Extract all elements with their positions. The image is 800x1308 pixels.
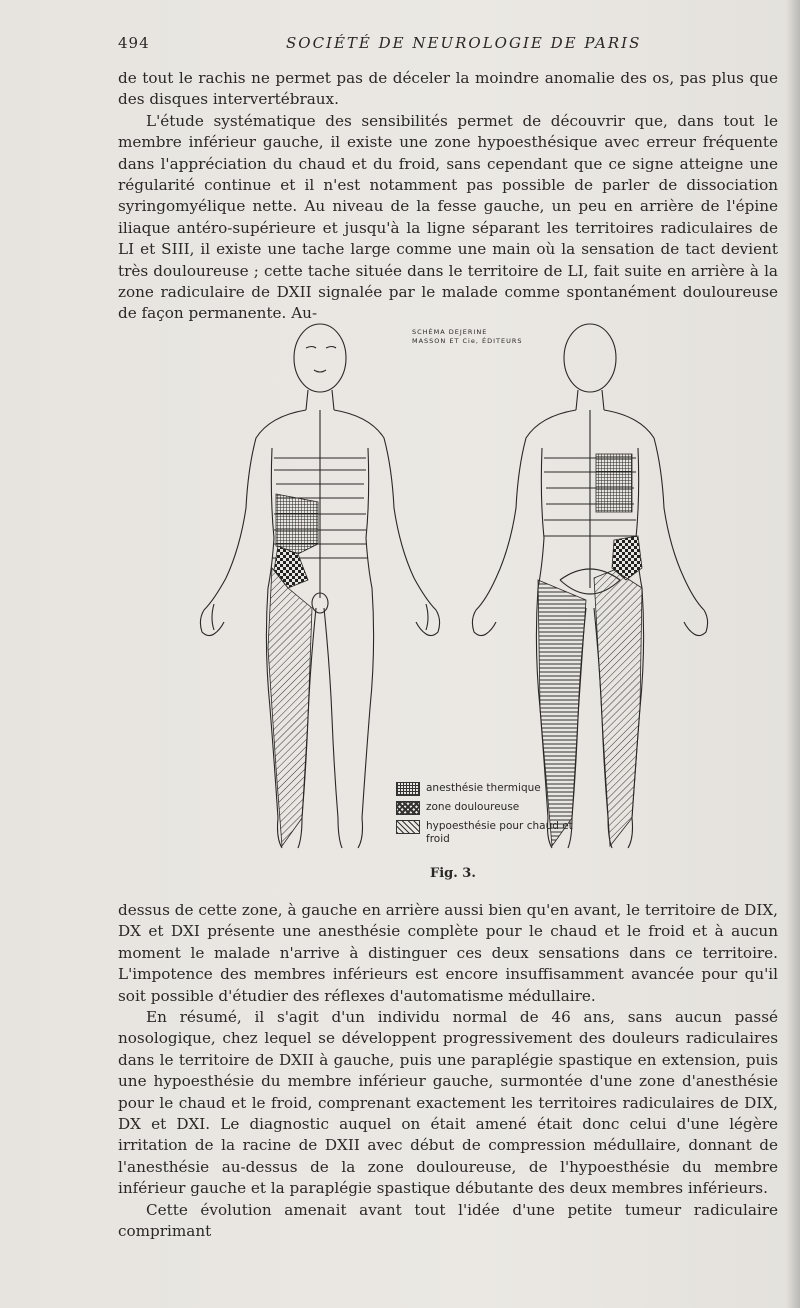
- paragraph-resume: En résumé, il s'agit d'un individu normal de 46 ans, sans aucun passé nosologique, chez lequel se développent progressivement des douleurs radiculaires dans le territoire de DXII à gauche, puis une paraplégie spastique en extension, puis une hypoesthésie du membre inférieur gauche, surmontée d'une zone d'anesthésie pour le chaud et le froid, comprenant exactement les territoires radiculaires de DIX, DX et DXI. Le diagnostic auquel on était amené était donc celui d'une légère irritation de la racine de DXII avec début de compression médullaire, donnant de l'anesthésie au-dessus de la zone douloureuse, de l'hypoesthésie du membre inférieur gauche et la paraplégie spastique débutante des deux membres inférieurs.: [118, 1008, 778, 1198]
- hypoesthesie-swatch-icon: [396, 820, 420, 834]
- legend-item-thermique: [396, 782, 596, 796]
- text-bottom: [118, 900, 778, 1243]
- page-edge-shadow: [786, 0, 800, 1308]
- legend-label: hypoesthésie pour chaud et froid: [426, 820, 573, 845]
- paragraph-evolution: Cette évolution amenait avant tout l'idée d'une petite tumeur radiculaire comprimant: [118, 1200, 778, 1241]
- page-header: [118, 34, 778, 54]
- legend-item-douloureuse: [396, 801, 596, 815]
- schema-label: [412, 328, 522, 346]
- page-number: 494: [118, 34, 150, 52]
- douloureuse-swatch-icon: [396, 801, 420, 815]
- dermatome-figure: [190, 318, 730, 858]
- figure-legend: [396, 782, 596, 851]
- legend-label: anesthésie thermique: [426, 782, 541, 794]
- paragraph-anesthesie: dessus de cette zone, à gauche en arrière aussi bien qu'en avant, le territoire de DIX, DX et DXI présente une anesthésie complète pour le chaud et le froid et à aucun moment le malade n'arrive à distinguer ces deux sensations dans ce territoire. L'impotence des membres inférieurs est encore insuffisamment avancée pour qu'il soit possible d'étudier des réflexes d'automatisme médullaire.: [118, 901, 778, 1005]
- legend-item-hypoesthesie: [396, 820, 596, 846]
- text-top: [118, 68, 778, 325]
- figure-caption: Fig. 3.: [430, 866, 476, 881]
- paragraph-continuation: de tout le rachis ne permet pas de déceler la moindre anomalie des os, pas plus que des disques intervertébraux.: [118, 69, 778, 109]
- legend-label: zone douloureuse: [426, 801, 520, 813]
- front-body: [200, 324, 439, 848]
- schema-title: SCHÉMA DEJERINE: [412, 328, 488, 336]
- running-title: SOCIÉTÉ DE NEUROLOGIE DE PARIS: [286, 34, 642, 52]
- back-body: [472, 324, 707, 848]
- paragraph-sensibilites: L'étude systématique des sensibilités permet de découvrir que, dans tout le membre inférieur gauche, il existe une zone hypoesthésique avec erreur fréquente dans l'appréciation du chaud et du froid, sans cependant que ce signe atteigne une régularité continue et il n'est notamment pas possible de parler de dissociation syringomyélique nette. Au niveau de la fesse gauche, un peu en arrière de l'épine iliaque antéro-supérieure et jusqu'à la ligne séparant les territoires radiculaires de LI et SIII, il existe une tache large comme une main où la sensation de tact devient très douloureuse ; cette tache située dans le territoire de LI, fait suite en arrière à la zone radiculaire de DXII signalée par le malade comme spontanément douloureuse de façon permanente. Au-: [118, 111, 778, 323]
- thermique-swatch-icon: [396, 782, 420, 796]
- publisher-label: MASSON ET Cie, ÉDITEURS: [412, 337, 523, 345]
